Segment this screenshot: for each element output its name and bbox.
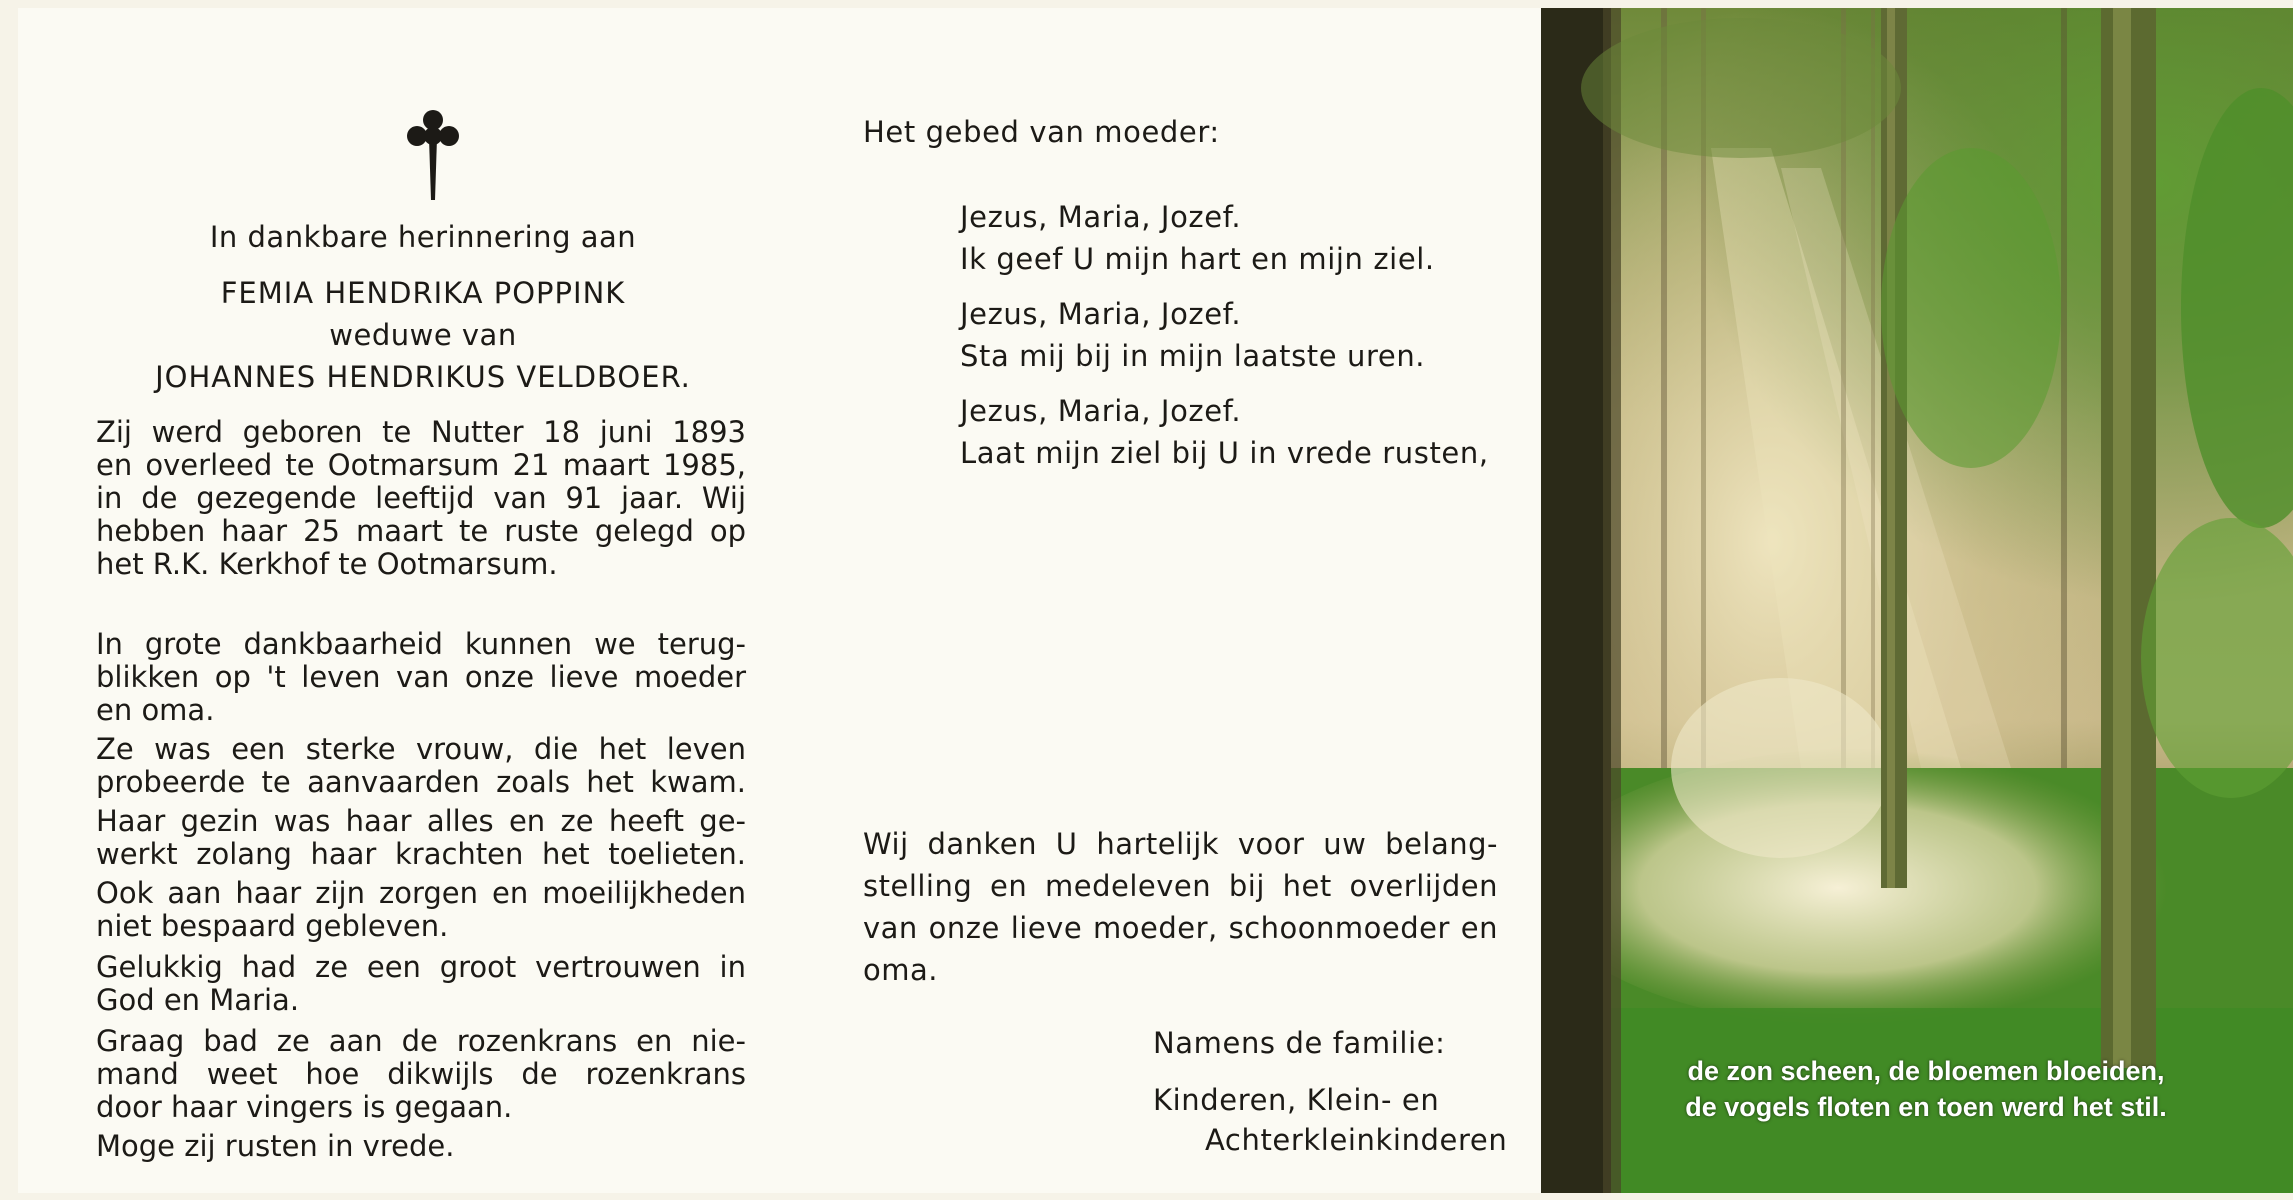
- bio-line: in de gezegende leeftijd van 91 jaar. Wij: [96, 481, 746, 515]
- bio-line: het R.K. Kerkhof te Ootmarsum.: [96, 547, 558, 581]
- memory-line: mand weet hoe dikwijls de rozenkrans: [96, 1057, 746, 1091]
- prayer-line: Jezus, Maria, Jozef.: [960, 394, 1242, 428]
- memory-line: Haar gezin was haar alles en ze heeft ge-: [96, 804, 746, 838]
- prayer-line: Jezus, Maria, Jozef.: [960, 200, 1242, 234]
- intro-line: In dankbare herinnering aan: [209, 220, 637, 254]
- widow-of-line: weduwe van: [329, 318, 517, 352]
- signature-children: Kinderen, Klein- en: [1153, 1083, 1440, 1117]
- memory-paragraph: [96, 1130, 746, 1163]
- memory-line: Ook aan haar zijn zorgen en moeilijkheden: [96, 876, 746, 910]
- memory-line: Ze was een sterke vrouw, die het leven: [96, 732, 746, 766]
- memory-paragraph: [96, 877, 746, 943]
- thanks-line: Wij danken U hartelijk voor uw belang-: [863, 827, 1498, 861]
- photo-caption-line: de vogels floten en toen werd het stil.: [1685, 1092, 2167, 1122]
- memory-line: Moge zij rusten in vrede.: [96, 1129, 455, 1163]
- photo-caption-line: de zon scheen, de bloemen bloeiden,: [1687, 1056, 2165, 1086]
- panel-middle: [818, 8, 1558, 1193]
- memory-line: niet bespaard gebleven.: [96, 909, 449, 943]
- memory-paragraph: [96, 805, 746, 871]
- thanks-line: van onze lieve moeder, schoonmoeder en: [863, 911, 1498, 945]
- panel-left: [18, 8, 818, 1193]
- signature-grandchildren: Achterkleinkinderen: [1205, 1123, 1508, 1157]
- memory-line: werkt zolang haar krachten het toelieten.: [96, 837, 746, 871]
- prayer-title: Het gebed van moeder:: [863, 115, 1220, 149]
- memory-paragraph: [96, 1025, 746, 1124]
- thanks-paragraph: [863, 823, 1498, 991]
- panel-right: [1541, 8, 2293, 1193]
- memory-paragraph: [96, 951, 746, 1017]
- forest-illustration: [1541, 8, 2293, 1193]
- memory-line: In grote dankbaarheid kunnen we terug-: [96, 627, 746, 661]
- memorial-card: [18, 8, 2293, 1193]
- bio-line: hebben haar 25 maart te ruste gelegd op: [96, 514, 746, 548]
- memory-line: blikken op 't leven van onze lieve moeder: [96, 660, 746, 694]
- forest-photo: [1541, 8, 2293, 1193]
- thanks-line: stelling en medeleven bij het overlijden: [863, 869, 1498, 903]
- memory-line: Gelukkig had ze een groot vertrouwen in: [96, 950, 746, 984]
- prayer-line: Ik geef U mijn hart en mijn ziel.: [960, 242, 1435, 276]
- thanks-line: oma.: [863, 953, 938, 987]
- signature-family: Namens de familie:: [1153, 1026, 1446, 1060]
- prayer-line: Jezus, Maria, Jozef.: [960, 297, 1242, 331]
- memory-line: Graag bad ze aan de rozenkrans en nie-: [96, 1024, 746, 1058]
- prayer-stanza: [960, 390, 1489, 474]
- prayer-line: Sta mij bij in mijn laatste uren.: [960, 339, 1426, 373]
- cross-icon: [403, 108, 463, 203]
- memory-line: en oma.: [96, 693, 215, 727]
- prayer-stanza: [960, 293, 1425, 377]
- memory-paragraph: [96, 628, 746, 727]
- bio-paragraph: [96, 416, 746, 581]
- memory-line: probeerde te aanvaarden zoals het kwam.: [96, 765, 746, 799]
- memory-paragraph: [96, 733, 746, 799]
- husband-name: JOHANNES HENDRIKUS VELDBOER.: [155, 360, 691, 394]
- deceased-name: FEMIA HENDRIKA POPPINK: [220, 276, 626, 310]
- bio-line: Zij werd geboren te Nutter 18 juni 1893: [96, 415, 746, 449]
- memory-line: door haar vingers is gegaan.: [96, 1090, 513, 1124]
- prayer-line: Laat mijn ziel bij U in vrede rusten,: [960, 436, 1489, 470]
- memory-line: God en Maria.: [96, 983, 300, 1017]
- prayer-stanza: [960, 196, 1435, 280]
- bio-line: en overleed te Ootmarsum 21 maart 1985,: [96, 448, 746, 482]
